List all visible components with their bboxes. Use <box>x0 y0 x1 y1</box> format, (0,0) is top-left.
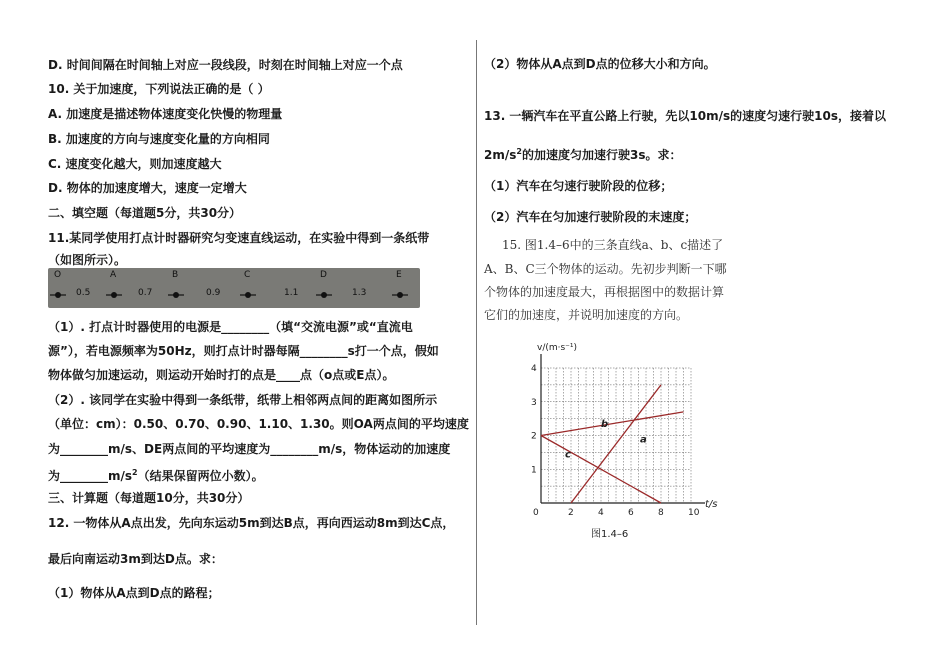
y-tick-label: 2 <box>531 431 537 442</box>
q11-part1-line1: （1）. 打点计时器使用的电源是________（填“交流电源”或“直流电 <box>48 320 413 334</box>
q12-part2: （2）物体从A点到D点的位移大小和方向。 <box>484 57 716 71</box>
series-label-b: b <box>601 419 609 431</box>
q11-stem-2: （如图所示）。 <box>48 253 127 267</box>
x-tick-label: 8 <box>658 508 664 518</box>
x-tick-label: 4 <box>598 508 604 518</box>
section-fill-in: 二、填空题（每道题5分，共30分） <box>48 206 242 220</box>
q11-unit-text: 为________m/s <box>48 469 133 483</box>
tape-point-o: O <box>54 270 62 280</box>
superscript: 2 <box>132 468 138 477</box>
tape-point-a: A <box>110 270 117 280</box>
q15-line1: 15. 图1.4–6中的三条直线a、b、c描述了 <box>502 238 724 252</box>
tape-dot <box>321 292 327 298</box>
option-d-prev: D. 时间间隔在时间轴上对应一段线段，时刻在时间轴上对应一个点 <box>48 58 403 72</box>
q10-option-b: B. 加速度的方向与速度变化量的方向相同 <box>48 132 270 146</box>
tape-dot <box>397 292 403 298</box>
x-tick-label: 6 <box>628 508 634 518</box>
tape-distance: 0.9 <box>206 288 221 298</box>
q13-accel-value: 2m/s <box>484 148 517 162</box>
tape-point-e: E <box>396 270 402 280</box>
tape-dot <box>173 292 179 298</box>
tape-dot <box>245 292 251 298</box>
q13-part2: （2）汽车在匀加速行驶阶段的末速度； <box>484 210 697 224</box>
q11-note: （结果保留两位小数）。 <box>137 469 264 483</box>
q10-option-d: D. 物体的加速度增大，速度一定增大 <box>48 181 247 195</box>
tape-point-d: D <box>320 270 327 280</box>
figure-caption: 图1.4–6 <box>591 529 629 540</box>
q12-stem-2: 最后向南运动3m到达D点。求： <box>48 552 223 566</box>
q11-part1-line2: 源”），若电源频率为50Hz，则打点计时器每隔________s打一个点，假如 <box>48 344 439 358</box>
q15-line4: 它们的加速度，并说明加速度的方向。 <box>484 308 689 322</box>
x-tick-label: 10 <box>688 508 700 518</box>
q13-stem-rest: 的加速度匀加速行驶3s。求： <box>521 148 682 162</box>
q10-option-a: A. 加速度是描述物体速度变化快慢的物理量 <box>48 107 283 121</box>
q11-part2-line1: （2）. 该同学在实验中得到一条纸带，纸带上相邻两点间的距离如图所示 <box>48 393 438 407</box>
q13-stem: 13. 一辆汽车在平直公路上行驶，先以10m/s的速度匀速行驶10s，接着以 <box>484 109 887 123</box>
q13-part1: （1）汽车在匀速行驶阶段的位移； <box>484 179 673 193</box>
series-label-a: a <box>640 434 647 446</box>
velocity-time-chart <box>505 335 718 545</box>
tape-distance: 1.3 <box>352 288 367 298</box>
tape-distance: 1.1 <box>284 288 299 298</box>
x-tick-label: 0 <box>533 508 539 518</box>
q12-part1: （1）物体从A点到D点的路程； <box>48 586 220 600</box>
chart-lines <box>541 385 684 503</box>
q11-part1-line3: 物体做匀加速运动，则运动开始时打的点是____点（o点或E点）。 <box>48 368 395 382</box>
y-axis-label: v/(m·s⁻¹) <box>537 343 578 353</box>
x-tick-label: 2 <box>568 508 574 518</box>
q11-stem: 11.某同学使用打点计时器研究匀变速直线运动，在实验中得到一条纸带 <box>48 231 430 245</box>
tape-distance: 0.7 <box>138 288 153 298</box>
column-divider <box>476 40 477 625</box>
x-axis-label: t/s <box>705 499 718 510</box>
q15-line3: 个物体的加速度最大，再根据图中的数据计算 <box>484 285 725 299</box>
q10-stem: 10. 关于加速度，下列说法正确的是（ ） <box>48 82 270 96</box>
y-tick-label: 4 <box>531 364 537 374</box>
chart-labels <box>531 343 718 540</box>
q10-option-c: C. 速度变化越大，则加速度越大 <box>48 157 222 171</box>
tape-point-c: C <box>244 270 251 280</box>
q15-line2: A、B、C三个物体的运动。先初步判断一下哪 <box>484 262 727 276</box>
section-calculation: 三、计算题（每道题10分，共30分） <box>48 491 250 505</box>
tape-point-b: B <box>172 270 179 280</box>
tape-dot <box>55 292 61 298</box>
q12-stem: 12. 一物体从A点出发，先向东运动5m到达B点，再向西运动8m到达C点， <box>48 516 455 530</box>
tape-dot <box>111 292 117 298</box>
q11-part2-line2: （单位：cm）：0.50、0.70、0.90、1.10、1.30。则OA两点间的平均速度 <box>48 417 469 431</box>
superscript: 2 <box>516 147 522 156</box>
paper-tape-figure <box>48 268 420 308</box>
y-tick-label: 1 <box>531 465 537 476</box>
q11-part2-line4 <box>48 466 264 483</box>
chart-grid <box>541 368 691 503</box>
q11-part2-line3: 为________m/s、DE两点间的平均速度为________m/s，物体运动的加速度 <box>48 442 451 456</box>
y-tick-label: 3 <box>531 397 537 408</box>
chart-axes <box>541 354 705 503</box>
series-label-c: c <box>565 449 571 461</box>
series-line-b <box>541 412 684 436</box>
tape-distance: 0.5 <box>76 288 91 298</box>
q13-stem-2 <box>484 145 681 162</box>
